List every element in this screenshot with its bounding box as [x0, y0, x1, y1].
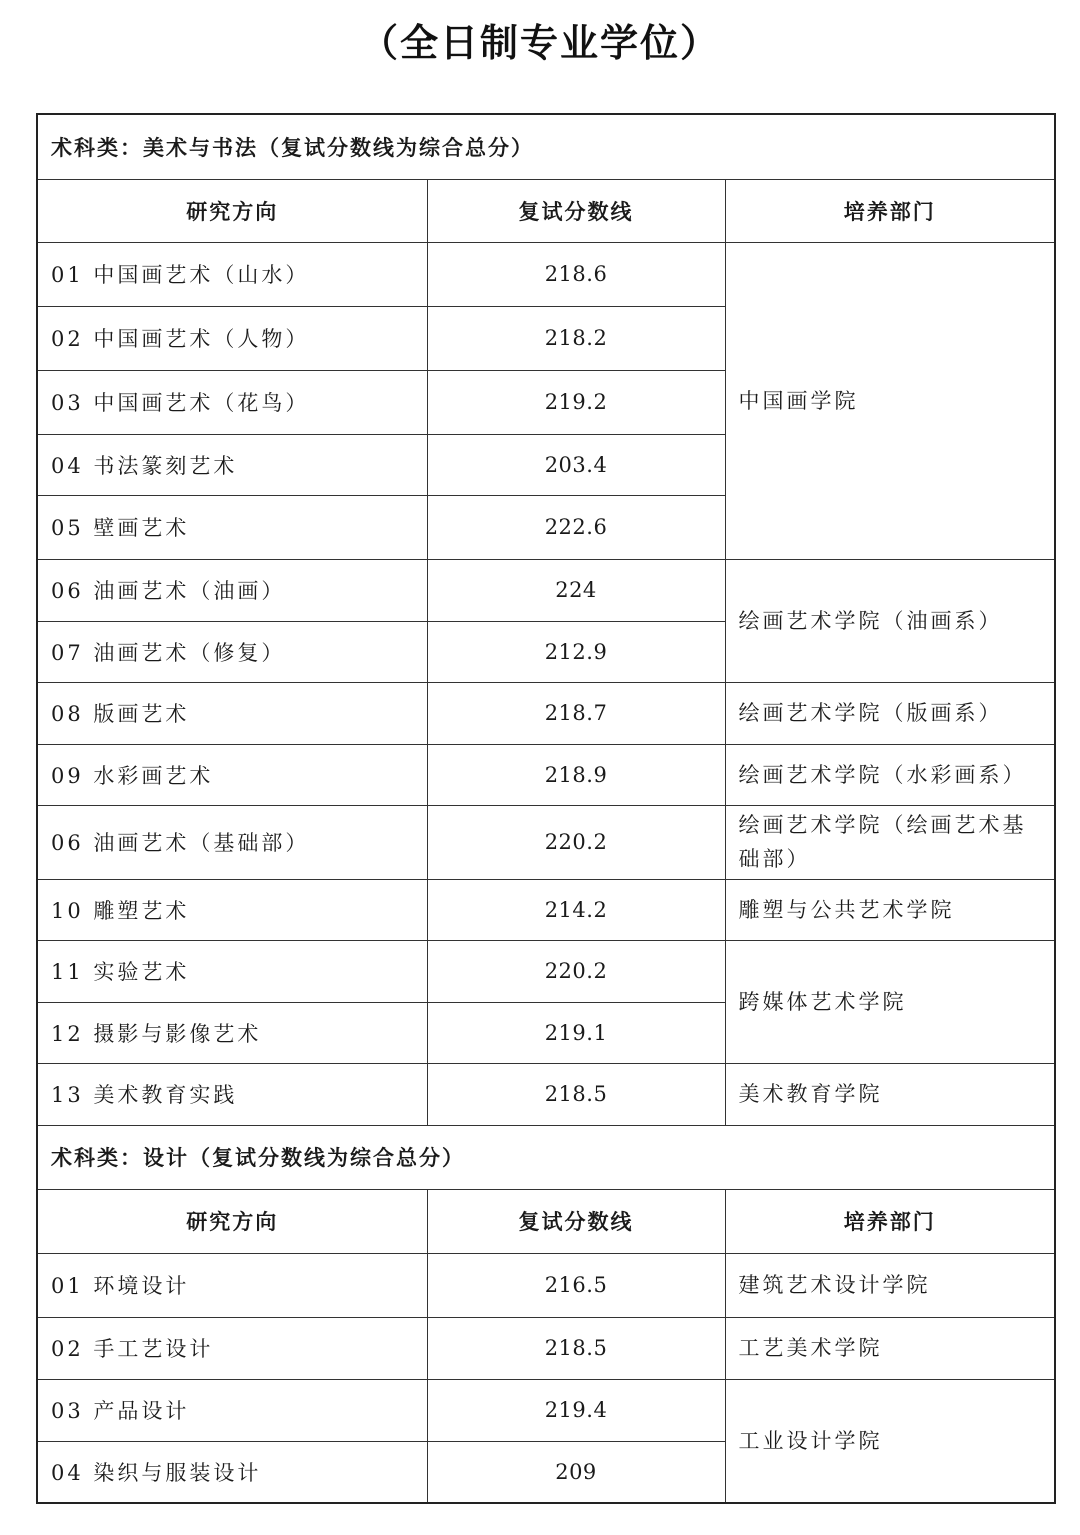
score-cell: 219.2: [427, 370, 725, 434]
direction-cell: 05 壁画艺术: [37, 495, 427, 559]
department-cell: 雕塑与公共艺术学院: [725, 879, 1055, 940]
direction-cell: 04 染织与服装设计: [37, 1441, 427, 1503]
direction-cell: 11 实验艺术: [37, 940, 427, 1002]
header-direction: 研究方向: [37, 1189, 427, 1253]
score-cell: 209: [427, 1441, 725, 1503]
score-cell: 224: [427, 559, 725, 621]
score-table: [36, 113, 1056, 1504]
department-cell: 美术教育学院: [725, 1063, 1055, 1125]
section-title: 术科类：设计（复试分数线为综合总分）: [37, 1125, 1055, 1189]
table-row: [37, 879, 1055, 940]
direction-cell: 09 水彩画艺术: [37, 744, 427, 805]
score-cell: 212.9: [427, 621, 725, 682]
score-cell: 220.2: [427, 805, 725, 879]
score-cell: 218.2: [427, 306, 725, 370]
direction-cell: 04 书法篆刻艺术: [37, 434, 427, 495]
score-cell: 219.1: [427, 1002, 725, 1063]
department-cell: 工业设计学院: [725, 1379, 1055, 1503]
score-cell: 214.2: [427, 879, 725, 940]
table-row: [37, 682, 1055, 744]
department-cell: 中国画学院: [725, 242, 1055, 559]
score-cell: 218.6: [427, 242, 725, 306]
department-cell: 跨媒体艺术学院: [725, 940, 1055, 1063]
header-direction: 研究方向: [37, 179, 427, 242]
table-row: [37, 940, 1055, 1002]
table-row: [37, 559, 1055, 621]
score-cell: 203.4: [427, 434, 725, 495]
direction-cell: 10 雕塑艺术: [37, 879, 427, 940]
page-title: （全日制专业学位）: [359, 21, 720, 65]
direction-cell: 03 产品设计: [37, 1379, 427, 1441]
header-score: 复试分数线: [427, 179, 725, 242]
direction-cell: 12 摄影与影像艺术: [37, 1002, 427, 1063]
direction-cell: 06 油画艺术（油画）: [37, 559, 427, 621]
section-title: 术科类：美术与书法（复试分数线为综合总分）: [37, 114, 1055, 179]
score-cell: 218.5: [427, 1317, 725, 1379]
header-department: 培养部门: [725, 1189, 1055, 1253]
header-department: 培养部门: [725, 179, 1055, 242]
table-row: [37, 1253, 1055, 1317]
score-table-body: [37, 114, 1055, 1503]
department-cell: 建筑艺术设计学院: [725, 1253, 1055, 1317]
header-score: 复试分数线: [427, 1189, 725, 1253]
department-cell: 绘画艺术学院（水彩画系）: [725, 744, 1055, 805]
score-cell: 218.9: [427, 744, 725, 805]
score-cell: 218.7: [427, 682, 725, 744]
section-title-row: [37, 114, 1055, 179]
score-cell: 220.2: [427, 940, 725, 1002]
direction-cell: 13 美术教育实践: [37, 1063, 427, 1125]
department-cell: 工艺美术学院: [725, 1317, 1055, 1379]
score-cell: 222.6: [427, 495, 725, 559]
department-cell: 绘画艺术学院（油画系）: [725, 559, 1055, 682]
header-row: [37, 1189, 1055, 1253]
table-row: [37, 1063, 1055, 1125]
direction-cell: 03 中国画艺术（花鸟）: [37, 370, 427, 434]
section-title-row: [37, 1125, 1055, 1189]
direction-cell: 02 中国画艺术（人物）: [37, 306, 427, 370]
table-row: [37, 805, 1055, 879]
header-row: [37, 179, 1055, 242]
department-cell: 绘画艺术学院（版画系）: [725, 682, 1055, 744]
table-row: [37, 1379, 1055, 1441]
department-cell: 绘画艺术学院（绘画艺术基础部）: [725, 805, 1055, 879]
score-cell: 218.5: [427, 1063, 725, 1125]
table-row: [37, 242, 1055, 306]
score-cell: 216.5: [427, 1253, 725, 1317]
direction-cell: 08 版画艺术: [37, 682, 427, 744]
direction-cell: 07 油画艺术（修复）: [37, 621, 427, 682]
direction-cell: 06 油画艺术（基础部）: [37, 805, 427, 879]
direction-cell: 01 环境设计: [37, 1253, 427, 1317]
table-row: [37, 1317, 1055, 1379]
table-row: [37, 744, 1055, 805]
score-cell: 219.4: [427, 1379, 725, 1441]
direction-cell: 02 手工艺设计: [37, 1317, 427, 1379]
direction-cell: 01 中国画艺术（山水）: [37, 242, 427, 306]
